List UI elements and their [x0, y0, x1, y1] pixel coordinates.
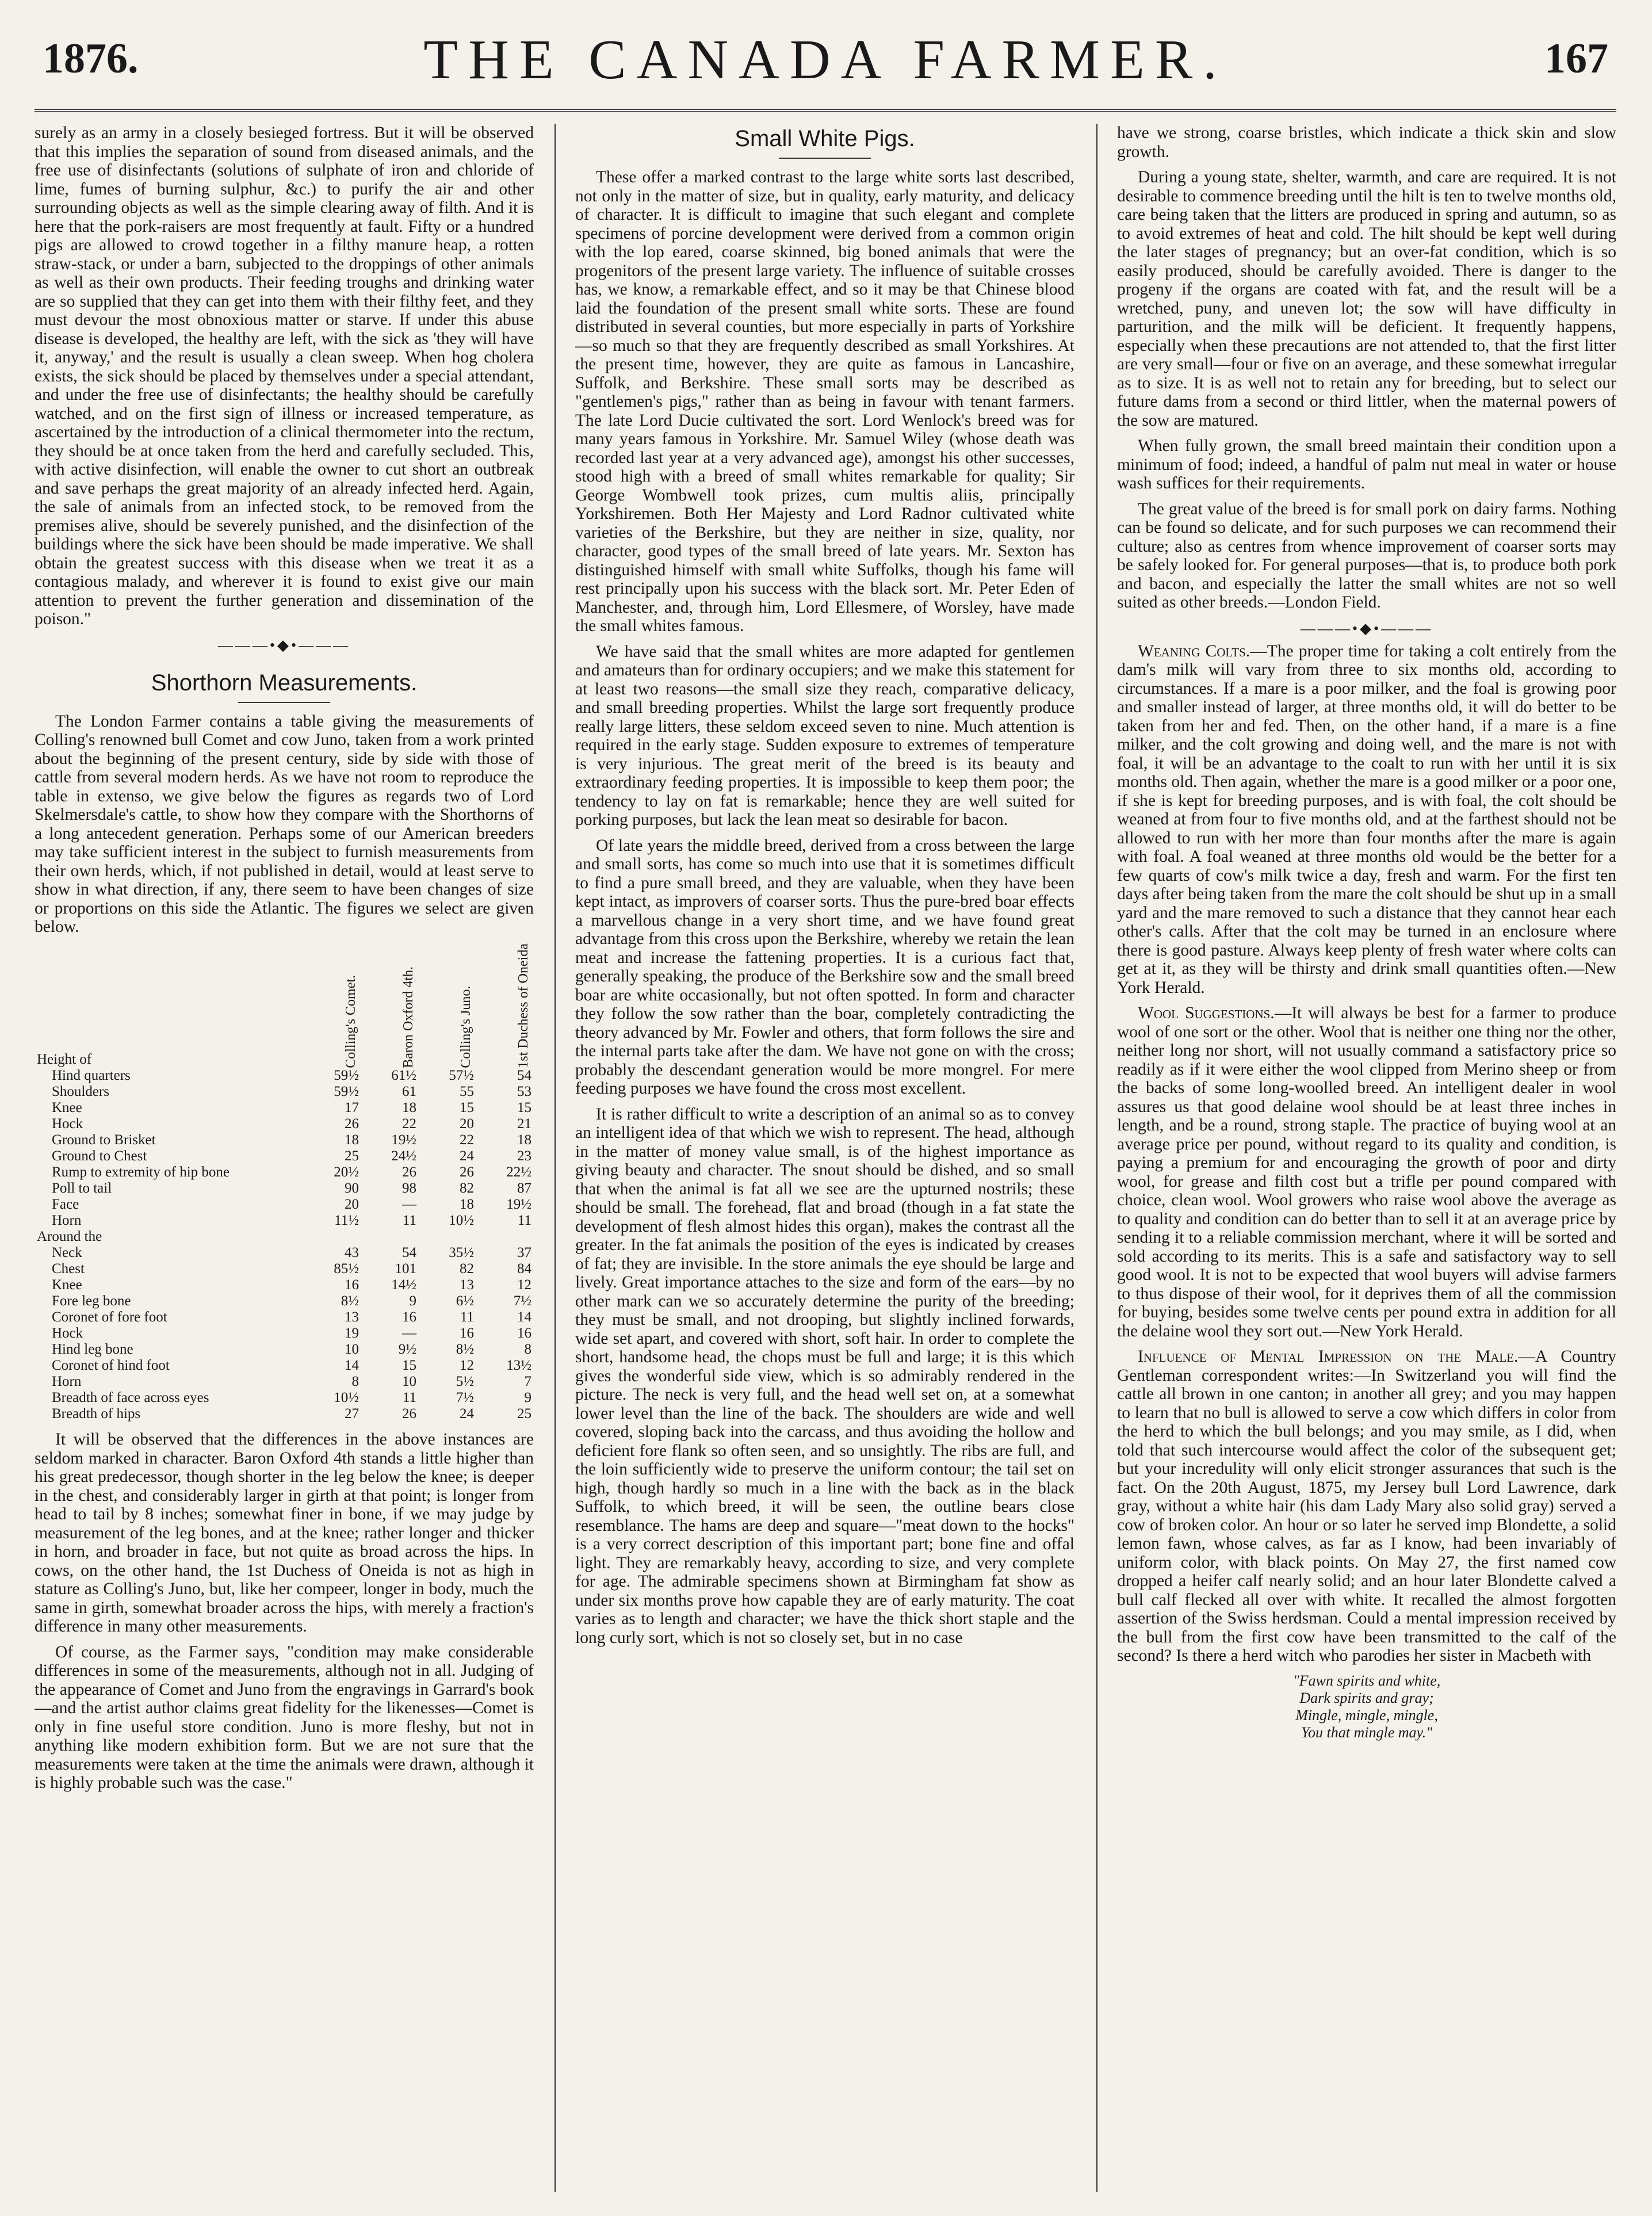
verse-block [1117, 1672, 1616, 1741]
table-cell: 8 [524, 1342, 531, 1358]
table-cell: 43 [345, 1245, 359, 1261]
row-label: Chest [52, 1261, 85, 1277]
row-label: Poll to tail [52, 1180, 112, 1197]
table-cell: 10½ [334, 1390, 359, 1406]
table-cell: 23 [517, 1148, 531, 1164]
table-row [35, 1390, 534, 1406]
table-cell: 101 [395, 1261, 416, 1277]
table-cell: 26 [460, 1164, 474, 1180]
table-row [35, 1084, 534, 1100]
table-row [35, 1261, 534, 1277]
table-row [35, 1116, 534, 1132]
table-cell: 14 [517, 1309, 531, 1325]
height-rows [35, 1068, 534, 1229]
table-cell: 87 [517, 1180, 531, 1197]
article-paragraph: During a young state, shelter, warmth, and care are required. It is not desirable to commence breeding until the hilt is ten to twelve months old, care being taken that the litters are produced in spring and autumn, so as to avoid extremes of heat and cold. The hilt should be kept well during the later stages of pregnancy; but an over-fat condition, which is so easily produced, should be carefully avoided. There is danger to the progeny if the organs are coated with fat, and the result will be a wretched, puny, and uneven lot; the sow will have difficulty in parturition, and the milk will be deficient. It frequently happens, especially when these precautions are not attended to, that the first litter are very small—four or five on an average, and these somewhat irregular as to size. It is as well not to retain any for breeding, but to select our future dams from a second or third littler, when the maternal powers of the sow are matured. [1117, 168, 1616, 430]
issue-year: 1876. [43, 35, 139, 82]
table-cell: 15 [402, 1358, 416, 1374]
table-cell: 16 [345, 1277, 359, 1293]
row-label: Face [52, 1197, 79, 1213]
table-header-row [35, 943, 534, 1068]
row-label: Hock [52, 1325, 83, 1342]
table-cell: 24 [460, 1406, 474, 1422]
table-cell: 7½ [456, 1390, 474, 1406]
table-cell: 10½ [449, 1213, 474, 1229]
table-cell: 54 [402, 1245, 416, 1261]
table-cell: 61 [402, 1084, 416, 1100]
table-row [35, 1148, 534, 1164]
article-paragraph: have we strong, coarse bristles, which indicate a thick skin and slow growth. [1117, 124, 1616, 161]
row-label: Ground to Brisket [52, 1132, 156, 1148]
table-cell: 8½ [456, 1342, 474, 1358]
columns [35, 124, 1616, 2192]
article-paragraph: Of course, as the Farmer says, "condition may make considerable differences in some of the measurements, although not in all. Judging of the appearance of Comet and Juno from the engravings in Garrard's book—and the artist author claims great fidelity for the likenesses—Comet is only in fine useful store condition. Juno is more fleshy, but not in anything like modern exhibition form. But we are not sure that the measurements were taken at the time the animals were drawn, although it is highly probable such was the case." [35, 1642, 534, 1793]
table-cell: 11 [517, 1213, 531, 1229]
table-row [35, 1100, 534, 1116]
table-cell: 15 [460, 1100, 474, 1116]
table-row [35, 1180, 534, 1197]
row-label: Hock [52, 1116, 83, 1132]
table-row [35, 1358, 534, 1374]
row-label: Fore leg bone [52, 1293, 131, 1309]
verse-line: "Fawn spirits and white, [1292, 1672, 1441, 1689]
table-cell: 25 [345, 1148, 359, 1164]
table-cell: 19½ [391, 1132, 416, 1148]
table-cell: 11½ [334, 1213, 359, 1229]
weaning-colts-text: —The proper time for taking a colt entirely from the dam's milk will vary from three to six months old, according to circumstances. If a mare is a poor milker, and the foal is growing poor and smaller instead of larger, at three months old, it will do better to be taken from her and fed. Then, on the other hand, if a mare is a fine milker, and the colt growing and doing well, and the mare is not with foal, it will be an advantage to the coalt to run with her until it is six months old. Then again, whether the mare is a good milker or a poor one, if she is kept for breeding purposes, and is with foal, the colt should be weaned at from four to five months old, and at the farthest should not be allowed to run with her more than four months after the mare is again with foal. A foal weaned at three months old would be the better for a few quarts of cow's milk twice a day, fresh and warm. For the first ten days after being taken from the mare the colt should be shut up in a small yard and the mare removed to such a distance that they cannot hear each other's calls. After that the colt may be turned in an enclosure where there is good pasture. Always keep plenty of fresh water where colts can get at it, as they will be thirsty and drink small quantities often.—New York Herald. [1117, 641, 1616, 997]
influence-text: —A Country Gentleman correspondent writes:—In Switzerland you will find the cattle all brown in one canton; in another all grey; and you may happen to learn that no bull is allowed to serve a cow which differs in color from the herd to which the bull belongs; and you may smile, as I did, when told that such intercourse would affect the color of the subsequent get; but your incredulity will only elicit stronger assurances that such is the fact. On the 20th August, 1875, my Jersey bull Lord Lawrence, dark gray, without a white hair (his dam Lady Mary also solid gray) served a cow of broken color. An hour or so later he served imp Blondette, a solid lemon fawn, whose calves, as far as I know, had been invariably of uniform color, with black points. On May 27, the first named cow dropped a heifer calf nearly solid; and an hour later Blondette calved a bull calf flecked all over with white. It recalled the almost forgotten assertion of the Swiss herdsman. Could a mental impression received by the bull from the first cow have been transmitted to the calf of the second? Is there a herd witch who parodies her sister in Macbeth with [1117, 1347, 1616, 1665]
table-cell: 19½ [506, 1197, 531, 1213]
article-paragraph: When fully grown, the small breed maintain their condition upon a minimum of food; indeed, a handful of palm nut meal in water or house wash suffices for their requirements. [1117, 437, 1616, 492]
table-cell: 9½ [398, 1342, 416, 1358]
table-cell: 22 [460, 1132, 474, 1148]
table-cell: 10 [402, 1374, 416, 1390]
row-label: Neck [52, 1245, 82, 1261]
ornament-divider: ———•◆•——— [217, 636, 351, 654]
table-cell: 90 [345, 1180, 359, 1197]
column-header: Colling's Comet. [343, 975, 358, 1068]
table-cell: 85½ [334, 1261, 359, 1277]
table-cell: 35½ [449, 1245, 474, 1261]
weaning-colts-heading: Weaning Colts. [1138, 641, 1251, 660]
table-cell: 26 [402, 1406, 416, 1422]
table-cell: 84 [517, 1261, 531, 1277]
table-cell: 61½ [391, 1068, 416, 1084]
newspaper-title: THE CANADA FARMER. [423, 29, 1227, 91]
row-label: Knee [52, 1100, 82, 1116]
table-cell: 21 [517, 1116, 531, 1132]
verse-line: You that mingle may." [1301, 1724, 1433, 1741]
table-cell: — [402, 1197, 416, 1213]
table-cell: 20 [345, 1197, 359, 1213]
table-cell: 24 [460, 1148, 474, 1164]
table-row [35, 1213, 534, 1229]
table-row [35, 1342, 534, 1358]
table-row [35, 1068, 534, 1084]
table-cell: 9 [524, 1390, 531, 1406]
around-group-label: Around the [37, 1229, 102, 1245]
row-label: Ground to Chest [52, 1148, 147, 1164]
verse-line: Mingle, mingle, mingle, [1295, 1706, 1438, 1724]
table-cell: 37 [517, 1245, 531, 1261]
column-divider [555, 124, 556, 2192]
article-paragraph: surely as an army in a closely besieged fortress. But it will be observed that this implies the separation of sound from diseased animals, and the free use of disinfectants (solutions of sulphate of iron and chloride of lime, fumes of burning sulphur, &c.) to purify the air and other surrounding objects as well as the simple clearing away of filth. And it is here that the pork-raisers are most frequently at fault. Fifty or a hundred pigs are allowed to crowd together in a filthy manure heap, a rotten straw-stack, or under a barn, subjected to the droppings of other animals as well as their own products. Their feeding troughs and drinking water are so supplied that they can get into them with their filthy feet, and they must devour the most obnoxious matter or starve. If under this abuse disease is developed, the healthy are left, with the sick as 'they will have it, anyway,' and the result is usually a clean sweep. When hog cholera exists, the sick should be placed by themselves under a special attendant, and under the free use of disinfectants; the healthy should be carefully watched, and on the first sign of illness or increased temperature, as ascertained by the introduction of a clinical thermometer into the rectum, they should be at once taken from the herd and carefully secluded. This, with active disinfection, will enable the owner to cut short an outbreak and save perhaps the great majority of an already infected herd. Again, the sale of animals from an infected stock, to be removed from the premises alive, should be severely punished, and the disinfection of the buildings where the sick have been should be made imperative. We shall obtain the greatest success with this disease when we treat it as a contagious malady, and wherever it is found to exist give our main attention to prevent the further generation and dissemination of the poison." [35, 124, 534, 628]
table-cell: 8½ [341, 1293, 359, 1309]
table-cell: 18 [402, 1100, 416, 1116]
table-cell: 15 [517, 1100, 531, 1116]
table-cell: 5½ [456, 1374, 474, 1390]
table-cell: 24½ [391, 1148, 416, 1164]
table-cell: 11 [402, 1390, 416, 1406]
newspaper-page [35, 23, 1616, 2192]
wool-suggestions-heading: Wool Suggestions. [1138, 1004, 1275, 1022]
column-header: Baron Oxford 4th. [401, 966, 416, 1068]
table-row [35, 1197, 534, 1213]
column-middle [575, 124, 1074, 2192]
measurements-table [35, 943, 534, 1423]
wool-suggestions-text: —It will always be best for a farmer to produce wool of one sort or the other. Wool that is neither one thing nor the other, neither long nor short, will not usually command a satisfactory price so readily as if it were either the wool clipped from Merino sheep or from the backs of some long-woolled breed. An intelligent dealer in wool assures us that good delaine wool should be at least three inches in length, and be a round, strong staple. The practice of buying wool at an average price per pound, without regard to its quality and condition, is paying a premium for and encouraging the growth of poor and dirty wool, for grease and filth cost but a trifle per pound compared with choice, clean wool. Wool growers who raise wool above the average as to quality and condition can do better than to sell it at an average price by sending it to a reliable commission merchant, where it will be sorted and sold according to its merits. This is a safe and satisfactory way to sell good wool. It is not to be expected that wool buyers will advise farmers to thus dispose of their wool, for it deprives them of all the commission for buying, besides some twelve cents per pound extra in addition for all the delaine wool they sort out.—New York Herald. [1117, 1004, 1616, 1340]
table-cell: 18 [345, 1132, 359, 1148]
table-cell: 11 [402, 1213, 416, 1229]
table-cell: 98 [402, 1180, 416, 1197]
table-cell: 22½ [506, 1164, 531, 1180]
table-cell: 10 [345, 1342, 359, 1358]
table-cell: 20½ [334, 1164, 359, 1180]
wool-suggestions-paragraph [1117, 1004, 1616, 1340]
article-paragraph: The London Farmer contains a table giving the measurements of Colling's renowned bull Comet and cow Juno, taken from a work printed about the beginning of the present century, side by side with those of cattle from several modern herds. As we have not room to reproduce the table in extenso, we give below the figures as regards two of Lord Skelmersdale's cattle, to show how they compare with the Shorthorns of a long antecedent generation. Perhaps some of our American breeders may take sufficient interest in the subject to furnish measurements from their own herds, which, if not published in detail, would at least serve to show in what direction, if any, there seem to have been changes of size or proportions on this side the Atlantic. The figures we select are given below. [35, 712, 534, 936]
table-row [35, 1245, 534, 1261]
verse-line: Dark spirits and gray; [1299, 1689, 1434, 1706]
table-row [35, 1229, 534, 1245]
table-cell: 14 [345, 1358, 359, 1374]
weaning-colts-paragraph [1117, 642, 1616, 998]
table-row [35, 1309, 534, 1325]
table-cell: 82 [460, 1180, 474, 1197]
column-header: Colling's Juno. [458, 985, 473, 1068]
table-cell: 12 [517, 1277, 531, 1293]
column-divider [1096, 124, 1097, 2192]
table-cell: 26 [345, 1116, 359, 1132]
row-label: Coronet of hind foot [52, 1358, 170, 1374]
table-cell: 19 [345, 1325, 359, 1342]
row-label: Rump to extremity of hip bone [52, 1164, 230, 1180]
article-paragraph: Of late years the middle breed, derived from a cross between the large and small sorts, has come so much into use that it is sometimes difficult to find a pure small breed, and they are valuable, when they have been kept intact, as improvers of coarser sorts. Thus the pure-bred boar effects a marvellous change in a very short time, and we have found great advantage from this cross upon the Berkshire, whereby we retain the lean meat and increase the fattening properties. It is a curious fact that, generally speaking, the produce of the Berkshire sow and the small breed boar are white occasionally, but not often spotted. In form and character they follow the sow rather than the boar, completely contradicting the theory advanced by Mr. Fowler and others, that form follows the sire and the internal parts take after the dam. We have not gone on with the cross; probably the descendant generation would be more mongrel. For mere feeding purposes we have found the cross most excellent. [575, 836, 1074, 1098]
table-cell: 17 [345, 1100, 359, 1116]
row-label: Hind leg bone [52, 1342, 133, 1358]
table-cell: 16 [517, 1325, 531, 1342]
table-row [35, 1374, 534, 1390]
column-right [1117, 124, 1616, 2192]
influence-heading: Influence of Mental Impression on the Male. [1138, 1347, 1519, 1366]
table-row [35, 1164, 534, 1180]
article-paragraph: These offer a marked contrast to the large white sorts last described, not only in the matter of size, but in quality, early maturity, and delicacy of character. It is difficult to imagine that such elegant and complete specimens of porcine development were derived from a common origin with the lop eared, coarse skinned, big boned animals that were the progenitors of the present large variety. The influence of suitable crosses has, we know, a remarkable effect, and so it may be that Chinese blood laid the foundation of the present small white sorts. These are found distributed in several counties, but more especially in parts of Yorkshire—so much so that they are frequently described as small Yorkshires. At the present time, however, they are quite as famous in Lancashire, Suffolk, and Berkshire. These small sorts may be described as "gentlemen's pigs," rather than as being in favour with tenant farmers. The late Lord Ducie cultivated the sort. Lord Wenlock's breed was for many years famous in Yorkshire. Mr. Samuel Wiley (whose death was recorded last year at a very advanced age), amongst his other successes, stood high with a breed of small whites remarkable for quality; Sir George Wombwell took prizes, cum multis aliis, principally Yorkshiremen. Both Her Majesty and Lord Radnor cultivated white varieties of the Berkshire, but they are neither in size, quality, nor character, good types of the small breed of late years. Mr. Sexton has distinguished himself with small white Suffolks, though his fame will rest principally upon his success with the black sort. Mr. Peter Eden of Manchester, and, through him, Lord Ellesmere, of Worsley, have made the small whites famous. [575, 168, 1074, 635]
table-cell: 6½ [456, 1293, 474, 1309]
article-paragraph: It is rather difficult to write a description of an animal so as to convey an intelligent idea of that which we wish to represent. The head, although in the matter of money value small, is of the highest importance as giving beauty and character. The snout should be dished, and so small that when the animal is fat all we see are the upturned nostrils; these should be small. The forehead, flat and broad (though in a fat state the development of flesh almost hides this organ), makes the contrast all the greater. In the fat animals the position of the eyes is indicated by creases of fat; they are invisible. In the store animals the eye should be large and lively. Great importance attaches to the size and form of the ears—by no other mark can we so accurately determine the purity of the breeding; they must be small, and not drooping, but slightly inclined forwards, wide set apart, and covered with short, soft hair. In order to complete the short, handsome head, the chops must be full and large; it is this which gives the wonderful side view, which is so admirably rendered in the picture. The neck is very full, and the head well set on, at a somewhat lower level than the line of the back. The shoulders are wide and well covered, sloping back into the carcass, and thus avoiding the hollow and deficient fore flank so often seen, and so unsightly. The ribs are full, and the loin sufficiently wide to preserve the uniform contour; the tail set on high, though hardly so much in a line with the back as in the black Suffolk, to which breed, it will be seen, the outline bears close resemblance. The hams are deep and square—"meat down to the hocks" is a very correct description of this important part; bone fine and offal light. They are remarkably heavy, according to size, and very complete for age. The admirable specimens shown at Birmingham fat show as under six months prove how capable they are of early maturity. The coat varies as to length and character; we have the thick short staple and the long curly sort, which is not so closely set, but in no case [575, 1105, 1074, 1647]
table-cell: 12 [460, 1358, 474, 1374]
row-label: Hind quarters [52, 1068, 131, 1084]
table-row [35, 1293, 534, 1309]
table-cell: 57½ [449, 1068, 474, 1084]
influence-paragraph [1117, 1347, 1616, 1665]
height-group-label: Height of [37, 1052, 92, 1068]
row-label: Horn [52, 1213, 82, 1229]
table-cell: 8 [351, 1374, 359, 1390]
table-cell: 13½ [506, 1358, 531, 1374]
around-rows [35, 1245, 534, 1422]
table-cell: 55 [460, 1084, 474, 1100]
table-row [35, 1132, 534, 1148]
small-white-pigs-heading: Small White Pigs. [735, 126, 915, 151]
table-cell: 26 [402, 1164, 416, 1180]
column-header: 1st Duchess of Oneida [516, 943, 531, 1068]
table-cell: 7 [524, 1374, 531, 1390]
table-cell: 27 [345, 1406, 359, 1422]
row-label: Knee [52, 1277, 82, 1293]
heading-rule [238, 702, 330, 703]
table-cell: 22 [402, 1116, 416, 1132]
table-cell: 9 [409, 1293, 416, 1309]
row-label: Coronet of fore foot [52, 1309, 167, 1325]
table-row [35, 1325, 534, 1342]
table-cell: 54 [517, 1068, 531, 1084]
table-cell: 14½ [391, 1277, 416, 1293]
table-cell: 18 [460, 1197, 474, 1213]
table-cell: 82 [460, 1261, 474, 1277]
table-cell: 11 [460, 1309, 474, 1325]
heading-rule [779, 158, 871, 159]
row-label: Shoulders [52, 1084, 109, 1100]
article-paragraph: It will be observed that the differences in the above instances are seldom marked in character. Baron Oxford 4th stands a little higher than his great predecessor, though shorter in the leg below the knee; is deeper in the chest, and considerably larger in girth at that point; is longer from head to tail by 8 inches; somewhat finer in bone, if we may judge by measurement of the leg bones, and at the knee; rather longer and thicker in horn, and broader in face, but not quite as broad across the hips. In cows, on the other hand, the 1st Duchess of Oneida is not as high in stature as Colling's Juno, but, like her compeer, longer in body, much the same in girth, somewhat broader across the hips, with merely a fraction's difference in many other measurements. [35, 1430, 534, 1636]
table-cell: — [402, 1325, 416, 1342]
table-cell: 13 [460, 1277, 474, 1293]
table-cell: 25 [517, 1406, 531, 1422]
page-number: 167 [1544, 35, 1608, 82]
column-left [35, 124, 534, 2192]
table-cell: 7½ [513, 1293, 531, 1309]
row-label: Breadth of face across eyes [52, 1390, 209, 1406]
table-row [35, 1277, 534, 1293]
table-cell: 18 [517, 1132, 531, 1148]
row-label: Horn [52, 1374, 82, 1390]
row-label: Breadth of hips [52, 1406, 141, 1422]
masthead [35, 23, 1616, 112]
shorthorn-heading: Shorthorn Measurements. [151, 670, 418, 696]
table-cell: 53 [517, 1084, 531, 1100]
table-row [35, 1406, 534, 1422]
table-cell: 16 [402, 1309, 416, 1325]
table-cell: 16 [460, 1325, 474, 1342]
article-paragraph: The great value of the breed is for small pork on dairy farms. Nothing can be found so delicate, and for such purposes we can recommend their culture; also as centres from whence improvement of coarser sorts may be safely looked for. For general purposes—that is, to produce both pork and bacon, and especially the latter the small whites are not so well suited as other breeds.—London Field. [1117, 499, 1616, 612]
table-cell: 20 [460, 1116, 474, 1132]
table-cell: 59½ [334, 1068, 359, 1084]
ornament-divider: ———•◆•——— [1300, 620, 1433, 637]
table-cell: 59½ [334, 1084, 359, 1100]
table-cell: 13 [345, 1309, 359, 1325]
article-paragraph: We have said that the small whites are more adapted for gentlemen and amateurs than for ordinary occupiers; and we make this statement for at least two reasons—the small size they reach, comparative delicacy, and small breeding properties. Whilst the large sort frequently produce really large litters, these seldom exceed seven to nine. Much attention is required in the early stage. Sudden exposure to extremes of temperature is very injurious. The great merit of the breed is its beauty and extraordinary feeding properties. It is impossible to keep them poor; the tendency to lay on fat is remarkable; hence they are well suited for porking purposes, but lack the lean meat so desirable for bacon. [575, 642, 1074, 829]
